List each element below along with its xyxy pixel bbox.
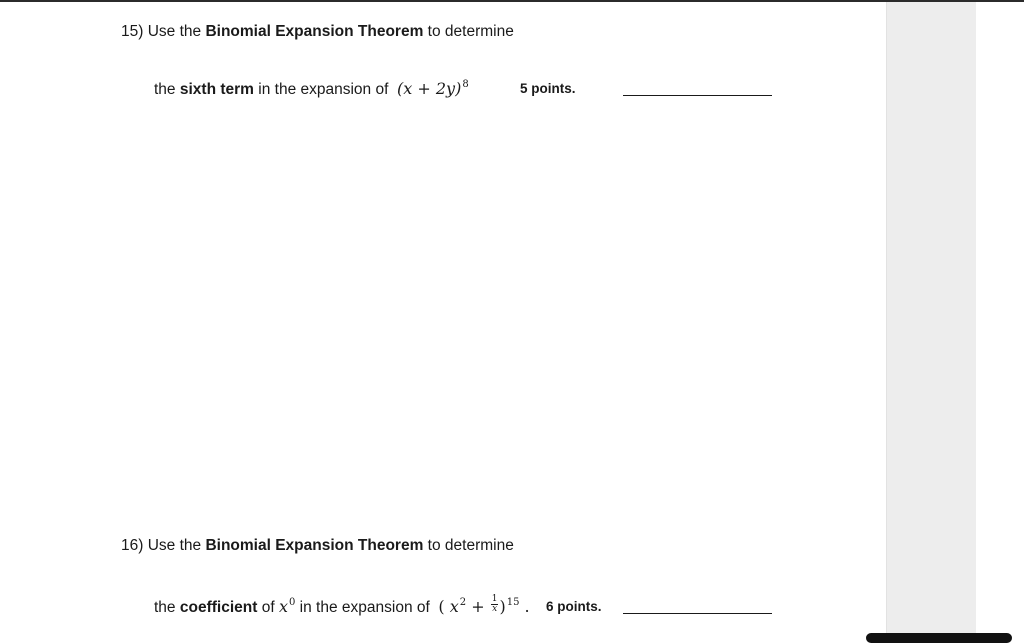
q15-expression [397,78,469,103]
q16-close-paren: ) [499,597,506,616]
question-16-heading [121,536,514,556]
question-15-prompt [154,78,469,103]
question-15-answer-line[interactable] [623,95,772,96]
q16-frac-numerator: 1 [491,594,498,604]
q16-var-exponent: 0 [288,597,296,608]
q16-variable [279,596,295,621]
question-15-points: 5 points. [520,81,576,96]
home-indicator-bar [866,633,1012,643]
q16-dot: . [519,597,530,616]
q16-frac-denominator: x [492,604,498,614]
question-15-number: 15) [121,23,144,40]
q16-var: x [278,597,288,616]
q16-open-paren: ( [438,597,450,616]
q16-prompt-pre: the [154,599,176,616]
question-15-heading [121,22,514,42]
q16-plus: + [466,597,490,616]
q16-term: x [449,597,459,616]
q15-expr-exponent: 8 [462,79,469,90]
q16-term-exponent: 2 [459,597,467,608]
side-margin-panel [886,2,977,638]
q16-fraction [491,595,499,614]
q16-expression [438,596,529,621]
question-16-answer-line[interactable] [623,613,772,614]
question-16-post: to determine [427,537,514,554]
question-16-pre: Use the [147,537,202,554]
question-16-number: 16) [121,537,144,554]
q16-outer-exponent: 15 [506,597,520,608]
q16-prompt-mid: in the expansion of [299,599,430,616]
q15-prompt-mid: in the expansion of [258,81,389,98]
q16-prompt-of: of [261,599,275,616]
question-15-theorem: Binomial Expansion Theorem [205,23,424,40]
question-16-theorem: Binomial Expansion Theorem [205,537,424,554]
top-border [0,0,1024,2]
q15-expr-base: (x + 2y) [397,79,462,98]
right-margin [976,2,1024,638]
question-15-pre: Use the [147,23,202,40]
q15-prompt-pre: the [154,81,176,98]
question-15-post: to determine [427,23,514,40]
q16-prompt-bold: coefficient [179,599,258,616]
question-16-points: 6 points. [546,599,602,614]
question-16-prompt [154,596,530,621]
q15-prompt-bold: sixth term [179,81,254,98]
